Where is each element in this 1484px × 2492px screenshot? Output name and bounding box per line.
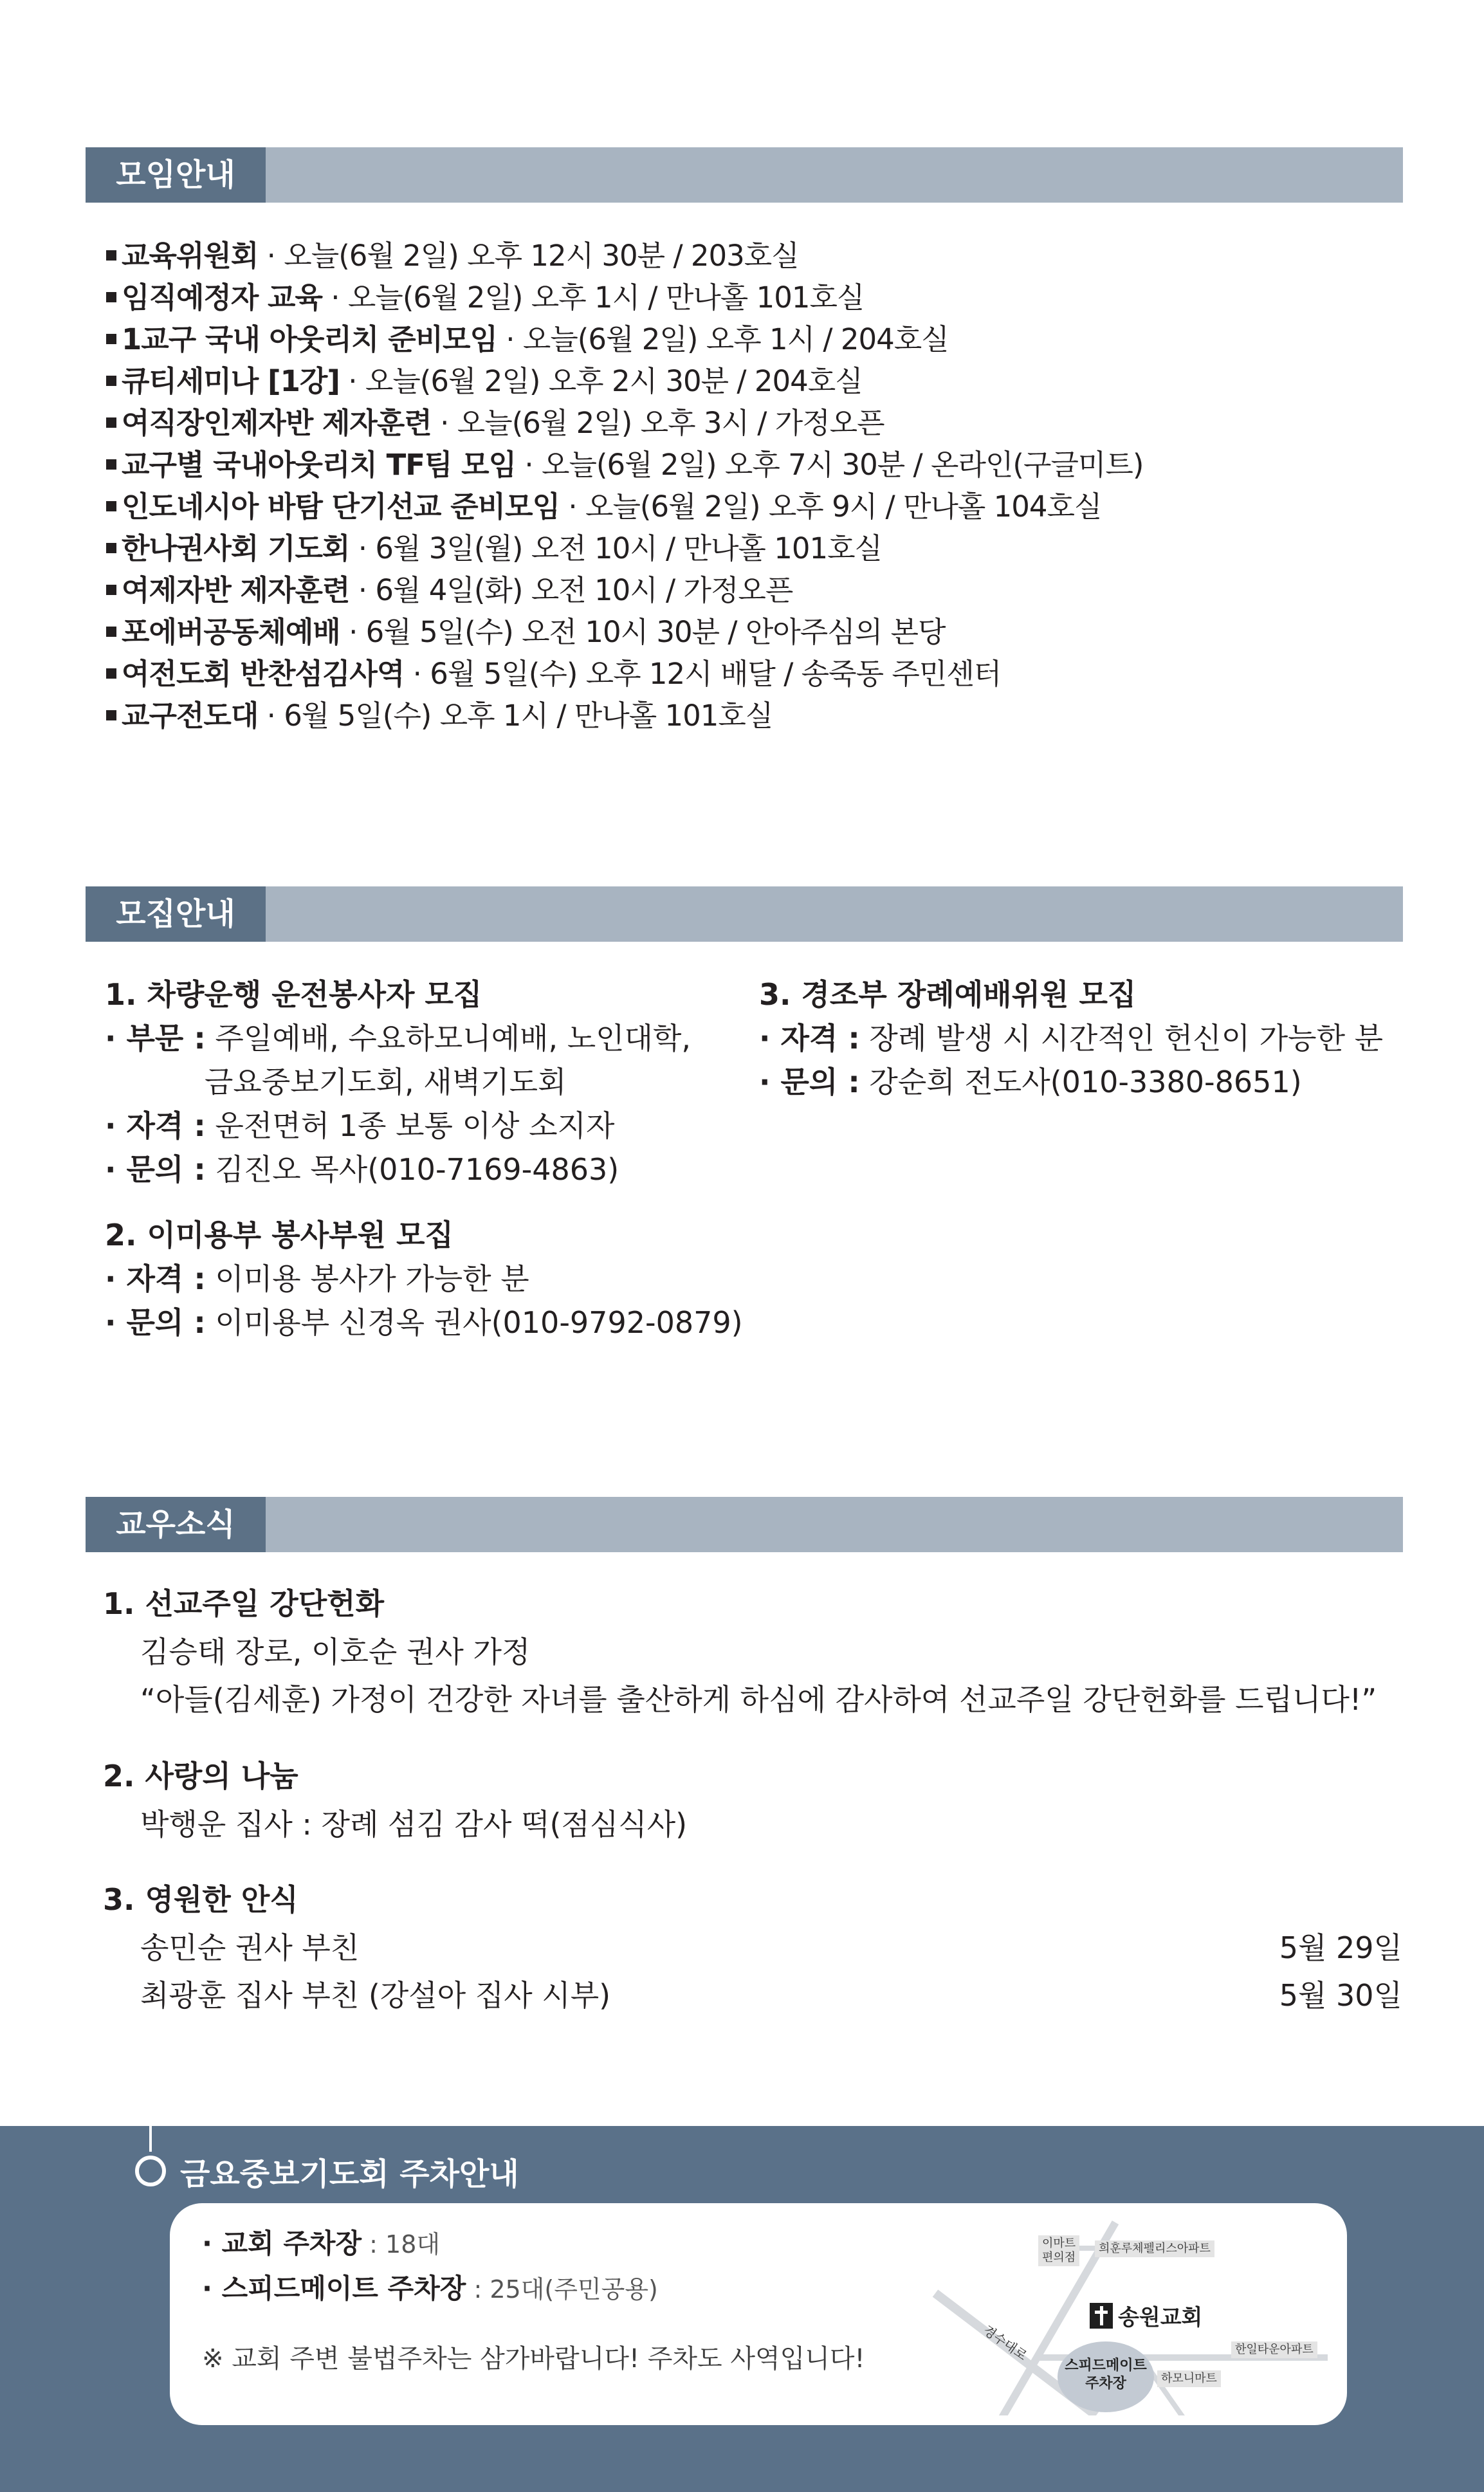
meeting-item xyxy=(105,277,1391,318)
meeting-detail: · 6월 5일(수) 오후 12시 배달 / 송죽동 주민센터 xyxy=(404,657,1002,691)
news-rest-row xyxy=(103,1972,1402,2019)
bullet-square-icon xyxy=(106,417,116,428)
news-rest-row xyxy=(103,1924,1402,1972)
news-flowers-quote: “아들(김세훈) 가정이 건강한 자녀를 출산하게 하심에 감사하여 선교주일 강단헌화를 드립니다!” xyxy=(140,1682,1377,1717)
bullet-square-icon xyxy=(106,501,116,511)
meeting-name: 교구별 국내아웃리치 TF팀 모임 xyxy=(122,448,517,482)
meeting-name: 1교구 국내 아웃리치 준비모임 xyxy=(122,322,497,356)
recruit-driver-dept: · 부문 : 주일예배, 수요하모니예배, 노인대학, xyxy=(105,1021,692,1056)
church-lot: · 교회 주차장 : 18대 xyxy=(202,2228,441,2259)
meeting-name: 여직장인제자반 제자훈련 xyxy=(122,406,432,440)
meeting-name: 교육위원회 xyxy=(122,239,259,273)
recruit-driver xyxy=(105,973,691,1191)
recruit-beauty-title: 2. 이미용부 봉사부원 모집 xyxy=(105,1218,453,1252)
meetings-section-bar xyxy=(86,147,1403,203)
recruit-beauty-qual: · 자격 : 이미용 봉사가 가능한 분 xyxy=(105,1261,529,1296)
meeting-detail: · 오늘(6월 2일) 오후 1시 / 만나홀 101호실 xyxy=(322,280,865,315)
bullet-square-icon xyxy=(106,334,116,344)
recruit-driver-contact: · 문의 : 김진오 목사(010-7169-4863) xyxy=(105,1152,619,1187)
meeting-detail: · 6월 5일(수) 오전 10시 30분 / 안아주심의 본당 xyxy=(340,615,946,649)
meeting-detail: · 오늘(6월 2일) 오후 2시 30분 / 204호실 xyxy=(339,364,863,398)
parking-header xyxy=(135,2139,519,2203)
news-sharing xyxy=(103,1752,1402,1848)
news-sharing-title: 2. 사랑의 나눔 xyxy=(103,1759,298,1793)
recruit-driver-title: 1. 차량운행 운전봉사자 모집 xyxy=(105,977,482,1012)
bullet-square-icon xyxy=(106,292,116,302)
map-speedmate-text: 스피드메이트 주차장 xyxy=(1065,2358,1147,2392)
recruit-beauty xyxy=(105,1213,743,1344)
meeting-name: 교구전도대 xyxy=(122,699,259,733)
bullet-square-icon xyxy=(106,668,116,679)
meeting-item xyxy=(105,402,1391,444)
meeting-list xyxy=(105,235,1391,737)
map-church xyxy=(1090,2300,1202,2331)
parking-title: 금요중보기도회 주차안내 xyxy=(180,2156,519,2192)
recruit-section-title: 모집안내 xyxy=(86,886,266,942)
parking-card xyxy=(170,2203,1347,2425)
meeting-item xyxy=(105,360,1391,402)
recruit-funeral-qual: · 자격 : 장례 발생 시 시간적인 헌신이 가능한 분 xyxy=(759,1021,1384,1056)
news-rest xyxy=(103,1875,1402,2019)
news-rest-title: 3. 영원한 안식 xyxy=(103,1882,298,1917)
meeting-item xyxy=(105,527,1391,569)
meeting-name: 인도네시아 바탐 단기선교 준비모임 xyxy=(122,490,560,524)
meeting-item xyxy=(105,444,1391,486)
meeting-item xyxy=(105,318,1391,360)
meetings-section-title: 모임안내 xyxy=(86,147,266,203)
news-flowers-title: 1. 선교주일 강단헌화 xyxy=(103,1586,384,1621)
meeting-item xyxy=(105,569,1391,611)
meeting-detail: · 6월 5일(수) 오후 1시 / 만나홀 101호실 xyxy=(258,699,773,733)
bullet-square-icon xyxy=(106,627,116,637)
news-rest-date: 5월 30일 xyxy=(1279,1978,1402,2013)
meeting-name: 임직예정자 교육 xyxy=(122,280,322,315)
bullet-square-icon xyxy=(106,376,116,386)
bullet-square-icon xyxy=(106,250,116,261)
map-emart-text: 이마트 편의점 xyxy=(1042,2237,1076,2264)
meeting-item xyxy=(105,611,1391,653)
meeting-detail: · 6월 3일(월) 오전 10시 / 만나홀 101호실 xyxy=(349,531,883,565)
recruit-section-bar xyxy=(86,886,1403,942)
map-emart xyxy=(1038,2235,1079,2266)
parking-map xyxy=(929,2210,1328,2415)
cross-icon xyxy=(1090,2303,1113,2329)
meeting-name: 여제자반 제자훈련 xyxy=(122,573,350,607)
meeting-detail: · 오늘(6월 2일) 오후 12시 30분 / 203호실 xyxy=(258,239,799,273)
news-flowers-family: 김승태 장로, 이호순 권사 가정 xyxy=(140,1635,531,1669)
news-rest-name: 송민순 권사 부친 xyxy=(140,1930,360,1965)
meeting-item xyxy=(105,653,1391,695)
map-harmony: 하모니마트 xyxy=(1157,2370,1221,2387)
map-speedmate xyxy=(1058,2341,1154,2412)
news-section-bar xyxy=(86,1497,1403,1552)
meeting-detail: · 6월 4일(화) 오전 10시 / 가정오픈 xyxy=(349,573,793,607)
ring-icon xyxy=(135,2156,166,2186)
map-church-name: 송원교회 xyxy=(1118,2305,1203,2331)
parking-footer xyxy=(0,2126,1484,2492)
bullet-square-icon xyxy=(106,459,116,470)
meeting-detail: · 오늘(6월 2일) 오후 9시 / 만나홀 104호실 xyxy=(560,490,1102,524)
map-apt1: 희훈루체펠리스아파트 xyxy=(1095,2240,1214,2257)
speedmate-lot: · 스피드메이트 주차장 : 25대(주민공용) xyxy=(202,2273,658,2304)
recruit-driver-qual: · 자격 : 운전면허 1종 보통 이상 소지자 xyxy=(105,1108,615,1143)
recruit-beauty-contact: · 문의 : 이미용부 신경옥 권사(010-9792-0879) xyxy=(105,1305,743,1340)
meeting-name: 한나권사회 기도회 xyxy=(122,531,350,565)
news-flowers xyxy=(103,1579,1402,1723)
recruit-funeral-title: 3. 경조부 장례예배위원 모집 xyxy=(759,977,1137,1012)
news-rest-name: 최광훈 집사 부친 (강설아 집사 시부) xyxy=(140,1978,611,2013)
recruit-funeral-contact: · 문의 : 강순희 전도사(010-3380-8651) xyxy=(759,1065,1302,1099)
parking-notice: ※ 교회 주변 불법주차는 삼가바랍니다! 주차도 사역입니다! xyxy=(202,2344,865,2374)
bullet-square-icon xyxy=(106,543,116,553)
news-rest-date: 5월 29일 xyxy=(1279,1930,1402,1965)
meeting-name: 포에버공동체예배 xyxy=(122,615,340,649)
bullet-square-icon xyxy=(106,710,116,720)
news-sharing-line: 박행운 집사 : 장례 섬김 감사 떡(점심식사) xyxy=(140,1807,688,1842)
map-road: 경수대로 xyxy=(980,2322,1031,2363)
meeting-detail: · 오늘(6월 2일) 오후 7시 30분 / 온라인(구글미트) xyxy=(516,448,1144,482)
meeting-detail: · 오늘(6월 2일) 오후 3시 / 가정오픈 xyxy=(431,406,884,440)
meeting-name: 큐티세미나 [1강] xyxy=(122,364,340,398)
meeting-name: 여전도회 반찬섬김사역 xyxy=(122,657,405,691)
meeting-item xyxy=(105,695,1391,737)
bullet-square-icon xyxy=(106,585,116,595)
recruit-funeral xyxy=(759,973,1383,1104)
meeting-item xyxy=(105,486,1391,527)
map-apt2: 한일타운아파트 xyxy=(1231,2341,1317,2358)
recruit-driver-dept-cont: 금요중보기도회, 새벽기도회 xyxy=(205,1065,567,1099)
meeting-detail: · 오늘(6월 2일) 오후 1시 / 204호실 xyxy=(497,322,949,356)
news-section-title: 교우소식 xyxy=(86,1497,266,1552)
meeting-item xyxy=(105,235,1391,277)
